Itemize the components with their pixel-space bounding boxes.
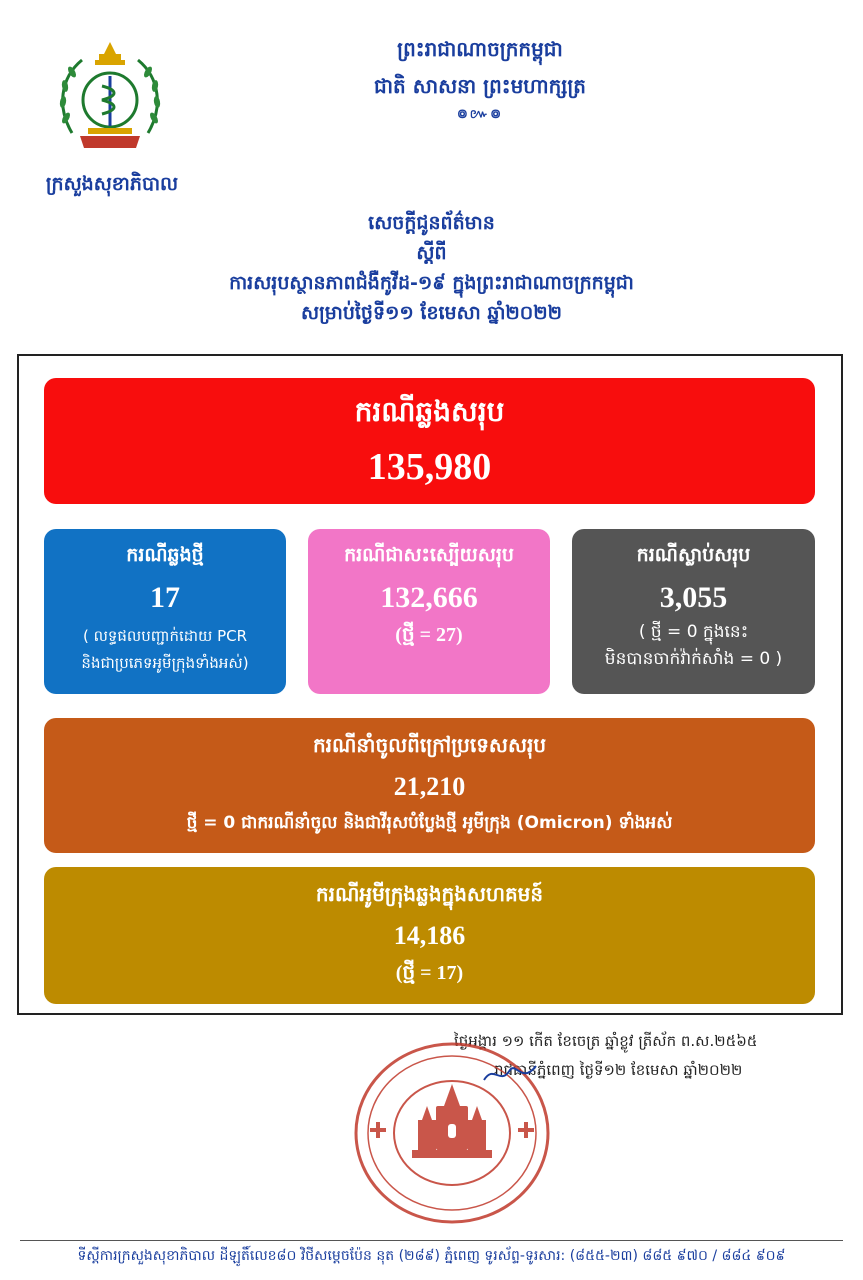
ornament: ៙៚៙ (457, 107, 503, 122)
signature-icon (480, 1058, 540, 1088)
title-line-2: ស្ដីពី (416, 242, 447, 264)
deaths-note-2: មិនបានចាក់វ៉ាក់សាំង = 0 ) (604, 649, 783, 669)
title-line-3: ការសរុបស្ថានភាពជំងឺកូវីដ-១៩ ក្នុងព្រះរាជាណាចក្រកម្ពុជា (229, 272, 634, 294)
community-omicron-label: ករណីអូមីក្រុងឆ្លងក្នុងសហគមន៍ (315, 882, 544, 906)
new-cases-note-1: ( លទ្ធផលបញ្ជាក់ដោយ PCR (82, 627, 248, 645)
total-cases-value: 135,980 (367, 446, 492, 488)
community-omicron-note: (ថ្មី = 17) (395, 962, 464, 984)
title-line-4: សម្រាប់ថ្ងៃទី១១ ខែមេសា ឆ្នាំ២០២២ (300, 302, 563, 324)
footer-address: ទីស្ដីការក្រសួងសុខាភិបាល ដីឡូតិ៍លេខ៨០ វិថីសម្ដេចប៉ែន នុត (២៨៩) ភ្នំពេញ ទូរស័ព្ទ-ទូរសារ: (៨៥៥-២៣) ៨៨៥ ៩៧០ / ៨៨៤ ៩០៩ (77, 1248, 786, 1264)
deaths-value: 3,055 (659, 581, 728, 614)
national-header (230, 30, 730, 126)
imported-cases-label: ករណីនាំចូលពីក្រៅប្រទេសសរុប (312, 733, 547, 757)
imported-cases-value: 21,210 (393, 772, 466, 801)
recovered-label: ករណីជាសះស្បើយសរុប (344, 544, 514, 566)
ministry-emblem-icon (52, 38, 168, 160)
community-omicron-card (44, 867, 815, 1004)
total-cases-label: ករណីឆ្លងសរុប (354, 395, 505, 428)
recovered-value: 132,666 (380, 581, 478, 614)
ministry-name: ក្រសួងសុខាភិបាល (45, 173, 179, 195)
national-motto: ជាតិ សាសនា ព្រះមហាក្សត្រ (374, 74, 586, 98)
new-cases-label: ករណីឆ្លងថ្មី (126, 544, 204, 566)
deaths-label: ករណីស្លាប់សរុប (636, 544, 751, 566)
imported-cases-card (44, 718, 815, 853)
title-line-1: សេចក្ដីជូនព័ត៌មាន (368, 212, 495, 234)
imported-cases-note: ថ្មី = 0 ជាករណីនាំចូល និងជាវីរុសបំប្លែងថ្មី អូមីក្រុង (Omicron) ទាំងអស់ (186, 813, 673, 833)
solar-date: រាជធានីភ្នំពេញ ថ្ងៃទី១២ ខែមេសា ឆ្នាំ២០២២ (494, 1061, 743, 1079)
new-cases-value: 17 (150, 581, 180, 614)
deaths-card (572, 529, 815, 694)
statistics-panel (17, 354, 843, 1015)
new-cases-note-2: និងជាប្រភេទអូមីក្រុងទាំងអស់) (81, 654, 249, 672)
lunar-date: ថ្ងៃអង្គារ ១១ កើត ខែចេត្រ ឆ្នាំខ្លូវ ត្រីស័ក ព.ស.២៥៦៥ (454, 1032, 758, 1050)
recovered-card (308, 529, 550, 694)
deaths-note-1: ( ថ្មី = 0 ក្នុងនេះ (638, 622, 749, 642)
recovered-new-note: (ថ្មី = 27) (395, 624, 463, 646)
document-title (60, 208, 803, 328)
community-omicron-value: 14,186 (393, 921, 466, 950)
footer-divider (20, 1240, 843, 1241)
new-cases-card (44, 529, 286, 694)
total-cases-card (44, 378, 815, 504)
kingdom-title: ព្រះរាជាណាចក្រកម្ពុជា (397, 37, 563, 61)
